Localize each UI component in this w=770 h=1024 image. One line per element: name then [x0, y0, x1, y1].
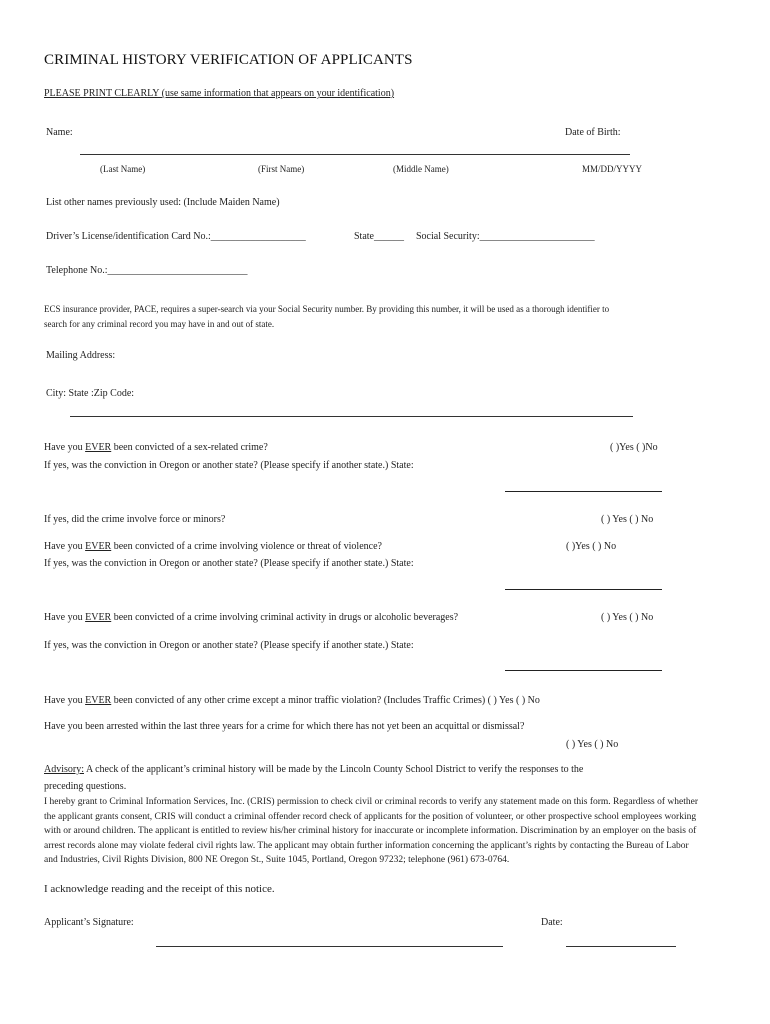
question-sex-crime: Have you EVER been convicted of a sex-related crime? — [44, 442, 268, 453]
advisory-line-2: preceding questions. — [44, 781, 127, 792]
question-violence: Have you EVER been convicted of a crime involving violence or threat of violence? — [44, 541, 382, 552]
dob-format-caption: MM/DD/YYYY — [582, 164, 643, 174]
print-instruction: PLEASE PRINT CLEARLY (use same information that appears on your identification) — [44, 88, 395, 99]
address-line[interactable] — [70, 416, 633, 417]
acknowledge-statement: I acknowledge reading and the receipt of this notice. — [44, 883, 275, 895]
drugs-alcohol-options[interactable]: ( ) Yes ( ) No — [601, 612, 654, 623]
other-names-label: List other names previously used: (Include Maiden Name) — [46, 197, 280, 208]
last-name-caption: (Last Name) — [100, 164, 146, 174]
date-label: Date: — [541, 917, 563, 928]
drugs-alcohol-state-question: If yes, was the conviction in Oregon or another state? (Please specify if another state.) State: — [44, 640, 414, 651]
name-label: Name: — [46, 127, 73, 138]
question-other-crime: Have you EVER been convicted of any other crime except a minor traffic violation? (Includes Traffic Crimes) ( ) Yes ( ) No — [44, 695, 540, 706]
license-field[interactable]: Driver’s License/identification Card No.:___________________ — [46, 231, 306, 242]
violence-state-question: If yes, was the conviction in Oregon or another state? (Please specify if another state.) State: — [44, 558, 414, 569]
ssn-field[interactable]: Social Security:_______________________ — [416, 231, 595, 242]
violence-state-line[interactable] — [505, 589, 662, 590]
sex-crime-state-question: If yes, was the conviction in Oregon or another state? (Please specify if another state.) State: — [44, 460, 414, 471]
drugs-alcohol-state-line[interactable] — [505, 670, 662, 671]
ssn-notice-line-2: search for any criminal record you may have in and out of state. — [44, 319, 275, 329]
advisory-line-1: Advisory: A check of the applicant’s criminal history will be made by the Lincoln County School District to verify the responses to the — [44, 764, 584, 775]
phone-field[interactable]: Telephone No.:____________________________ — [46, 265, 248, 276]
name-line[interactable] — [80, 154, 630, 155]
signature-label: Applicant’s Signature: — [44, 917, 134, 928]
question-force-minors: If yes, did the crime involve force or minors? — [44, 514, 226, 525]
question-drugs-alcohol: Have you EVER been convicted of a crime involving criminal activity in drugs or alcoholic beverages? — [44, 612, 459, 623]
consent-paragraph: I hereby grant to Criminal Information Services, Inc. (CRIS) permission to check civil or criminal records to verify any statement made on this form. Regardless of whether the applicant grants consent, CRIS will conduct a criminal offender record check of applicants for the position of volunteer, or other prospective school employees working with or around children. The applicant is entitled to review his/her criminal history for inaccurate or incomplete information. Discrimination by an employer on the basis of arrest records alone may violate federal civil rights law. The applicant may obtain further information concerning the applicant’s rights by contacting the Bureau of Labor and Industries, Civil Rights Division, 800 NE Oregon St., Suite 1045, Portland, Oregon 97232; telephone (961) 673-0764. — [44, 797, 698, 866]
city-state-zip-label: City: State :Zip Code: — [46, 388, 135, 399]
sex-crime-options[interactable]: ( )Yes ( )No — [610, 442, 658, 453]
middle-name-caption: (Middle Name) — [393, 164, 449, 174]
sex-crime-state-line[interactable] — [505, 491, 662, 492]
force-minors-options[interactable]: ( ) Yes ( ) No — [601, 514, 654, 525]
question-recent-arrest: Have you been arrested within the last three years for a crime for which there has not yet been an acquittal or dismissal? — [44, 721, 525, 732]
dob-label: Date of Birth: — [565, 127, 621, 138]
mailing-address-label: Mailing Address: — [46, 350, 116, 361]
state-field[interactable]: State______ — [354, 231, 404, 242]
signature-line[interactable] — [156, 946, 503, 947]
date-line[interactable] — [566, 946, 676, 947]
first-name-caption: (First Name) — [258, 164, 305, 174]
violence-options[interactable]: ( )Yes ( ) No — [566, 541, 617, 552]
form-title: CRIMINAL HISTORY VERIFICATION OF APPLICANTS — [44, 52, 413, 68]
ssn-notice-line-1: ECS insurance provider, PACE, requires a super-search via your Social Security number. By providing this number, it will be used as a thorough identifier to — [44, 304, 610, 314]
recent-arrest-options[interactable]: ( ) Yes ( ) No — [566, 739, 619, 750]
